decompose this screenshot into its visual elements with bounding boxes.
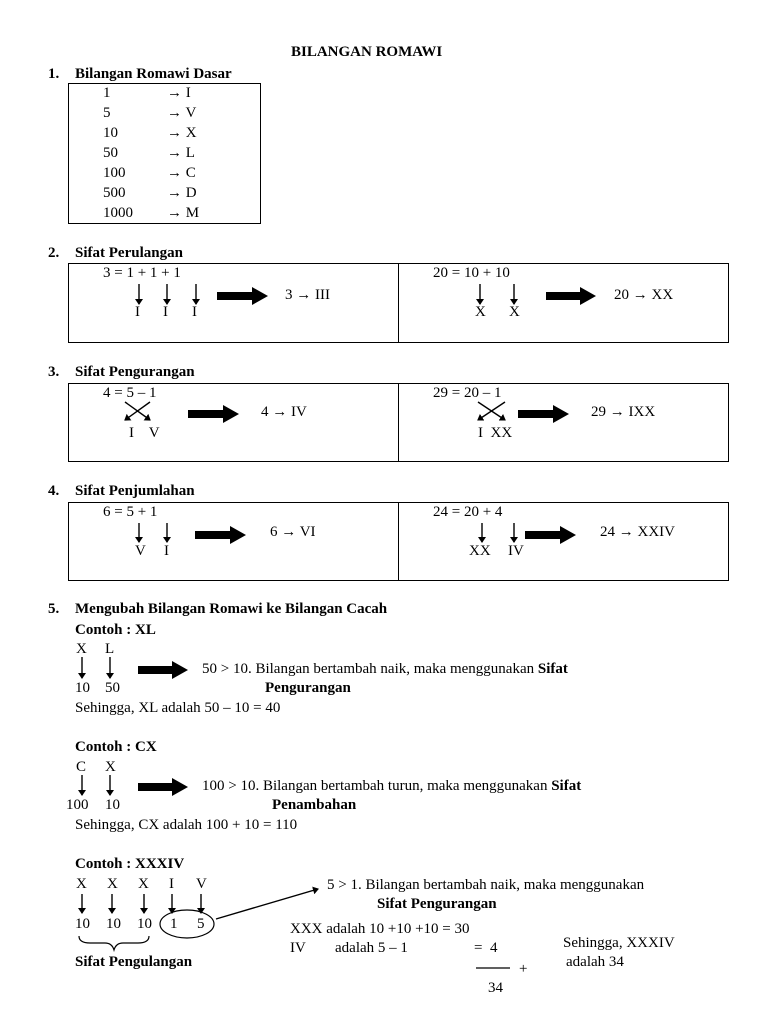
number: 10: [103, 125, 118, 141]
brace-label: Sifat Pengulangan: [75, 954, 193, 970]
explanation: 100 > 10. Bilangan bertambah turun, maka menggunakan Sifat: [202, 778, 582, 794]
roman: I: [163, 304, 168, 320]
roman: X: [76, 641, 87, 657]
value: 50: [105, 680, 120, 696]
result: 24 → XXIV: [600, 524, 675, 540]
number: 100: [103, 165, 126, 181]
roman: I V: [129, 425, 160, 441]
basic-numerals-table: [68, 83, 261, 224]
property-name: Penambahan: [272, 797, 357, 813]
final-conclusion: adalah 34: [566, 954, 624, 970]
calculation-label: IV: [290, 940, 306, 956]
value: 10: [105, 797, 120, 813]
roman: I: [192, 304, 197, 320]
roman: I: [169, 876, 174, 892]
final-conclusion: Sehingga, XXXIV: [563, 935, 675, 951]
section-number: 5.: [48, 601, 60, 617]
thick-right-arrow: [138, 661, 188, 679]
property-name: Sifat Pengurangan: [377, 896, 497, 912]
result: 4 → IV: [261, 404, 307, 420]
page-title: BILANGAN ROMAWI: [291, 44, 443, 60]
conclusion: Sehingga, XL adalah 50 – 10 = 40: [75, 700, 281, 716]
calculation-value: = 4: [474, 940, 498, 956]
property-name: Pengurangan: [265, 680, 351, 696]
result: 3 → III: [285, 287, 330, 303]
roman: X: [138, 876, 149, 892]
section-title: Sifat Perulangan: [75, 245, 183, 261]
equation: 6 = 5 + 1: [103, 504, 158, 520]
roman: → C: [167, 165, 196, 181]
calculation-line: adalah 5 – 1: [335, 940, 408, 956]
pointer-arrow: [216, 889, 318, 919]
conclusion: Sehingga, CX adalah 100 + 10 = 110: [75, 817, 298, 833]
roman: → X: [167, 125, 197, 141]
section-title: Sifat Penjumlahan: [75, 483, 195, 499]
explanation: 5 > 1. Bilangan bertambah naik, maka menggunakan: [327, 877, 645, 893]
roman: → D: [167, 185, 197, 201]
result: 20 → XX: [614, 287, 674, 303]
value: 10: [75, 916, 90, 932]
number: 1: [103, 85, 111, 101]
section-title: Mengubah Bilangan Romawi ke Bilangan Cacah: [75, 601, 388, 617]
roman: I: [164, 543, 169, 559]
roman: I: [135, 304, 140, 320]
equation: 3 = 1 + 1 + 1: [103, 265, 181, 281]
section-number: 2.: [48, 245, 60, 261]
example-label: Contoh : CX: [75, 739, 157, 755]
value: 10: [137, 916, 152, 932]
roman: → M: [167, 205, 200, 221]
number: 50: [103, 145, 118, 161]
plus-sign: +: [519, 961, 528, 977]
brace: [79, 936, 149, 950]
value: 100: [66, 797, 89, 813]
roman: → L: [167, 145, 195, 161]
thick-right-arrow: [138, 778, 188, 796]
roman: XX: [469, 543, 491, 559]
value: 1: [170, 916, 178, 932]
value: 10: [75, 680, 90, 696]
value: 10: [106, 916, 121, 932]
example-label: Contoh : XXXIV: [75, 856, 185, 872]
number: 5: [103, 105, 111, 121]
roman: X: [105, 759, 116, 775]
value: 5: [197, 916, 205, 932]
roman: → I: [167, 85, 191, 101]
result: 6 → VI: [270, 524, 316, 540]
equation: 24 = 20 + 4: [433, 504, 503, 520]
roman: X: [107, 876, 118, 892]
number: 1000: [103, 205, 133, 221]
section-number: 4.: [48, 483, 60, 499]
result: 29 → IXX: [591, 404, 656, 420]
roman: V: [196, 876, 207, 892]
equation: 29 = 20 – 1: [433, 385, 502, 401]
roman: L: [105, 641, 115, 657]
roman: V: [135, 543, 146, 559]
roman: C: [76, 759, 87, 775]
equation: 20 = 10 + 10: [433, 265, 510, 281]
number: 500: [103, 185, 126, 201]
roman: X: [509, 304, 520, 320]
calculation-line: XXX adalah 10 +10 +10 = 30: [290, 921, 470, 937]
section-title: Sifat Pengurangan: [75, 364, 195, 380]
section-number: 1.: [48, 66, 60, 82]
roman: I XX: [478, 425, 513, 441]
section-number: 3.: [48, 364, 60, 380]
explanation: 50 > 10. Bilangan bertambah naik, maka menggunakan Sifat: [202, 661, 568, 677]
ellipse-highlight: [160, 910, 214, 938]
example-label: Contoh : XL: [75, 622, 156, 638]
section-title: Bilangan Romawi Dasar: [75, 66, 232, 82]
roman: X: [76, 876, 87, 892]
total: 34: [488, 980, 503, 996]
roman: → V: [167, 105, 197, 121]
roman: IV: [508, 543, 524, 559]
equation: 4 = 5 – 1: [103, 385, 157, 401]
roman: X: [475, 304, 486, 320]
